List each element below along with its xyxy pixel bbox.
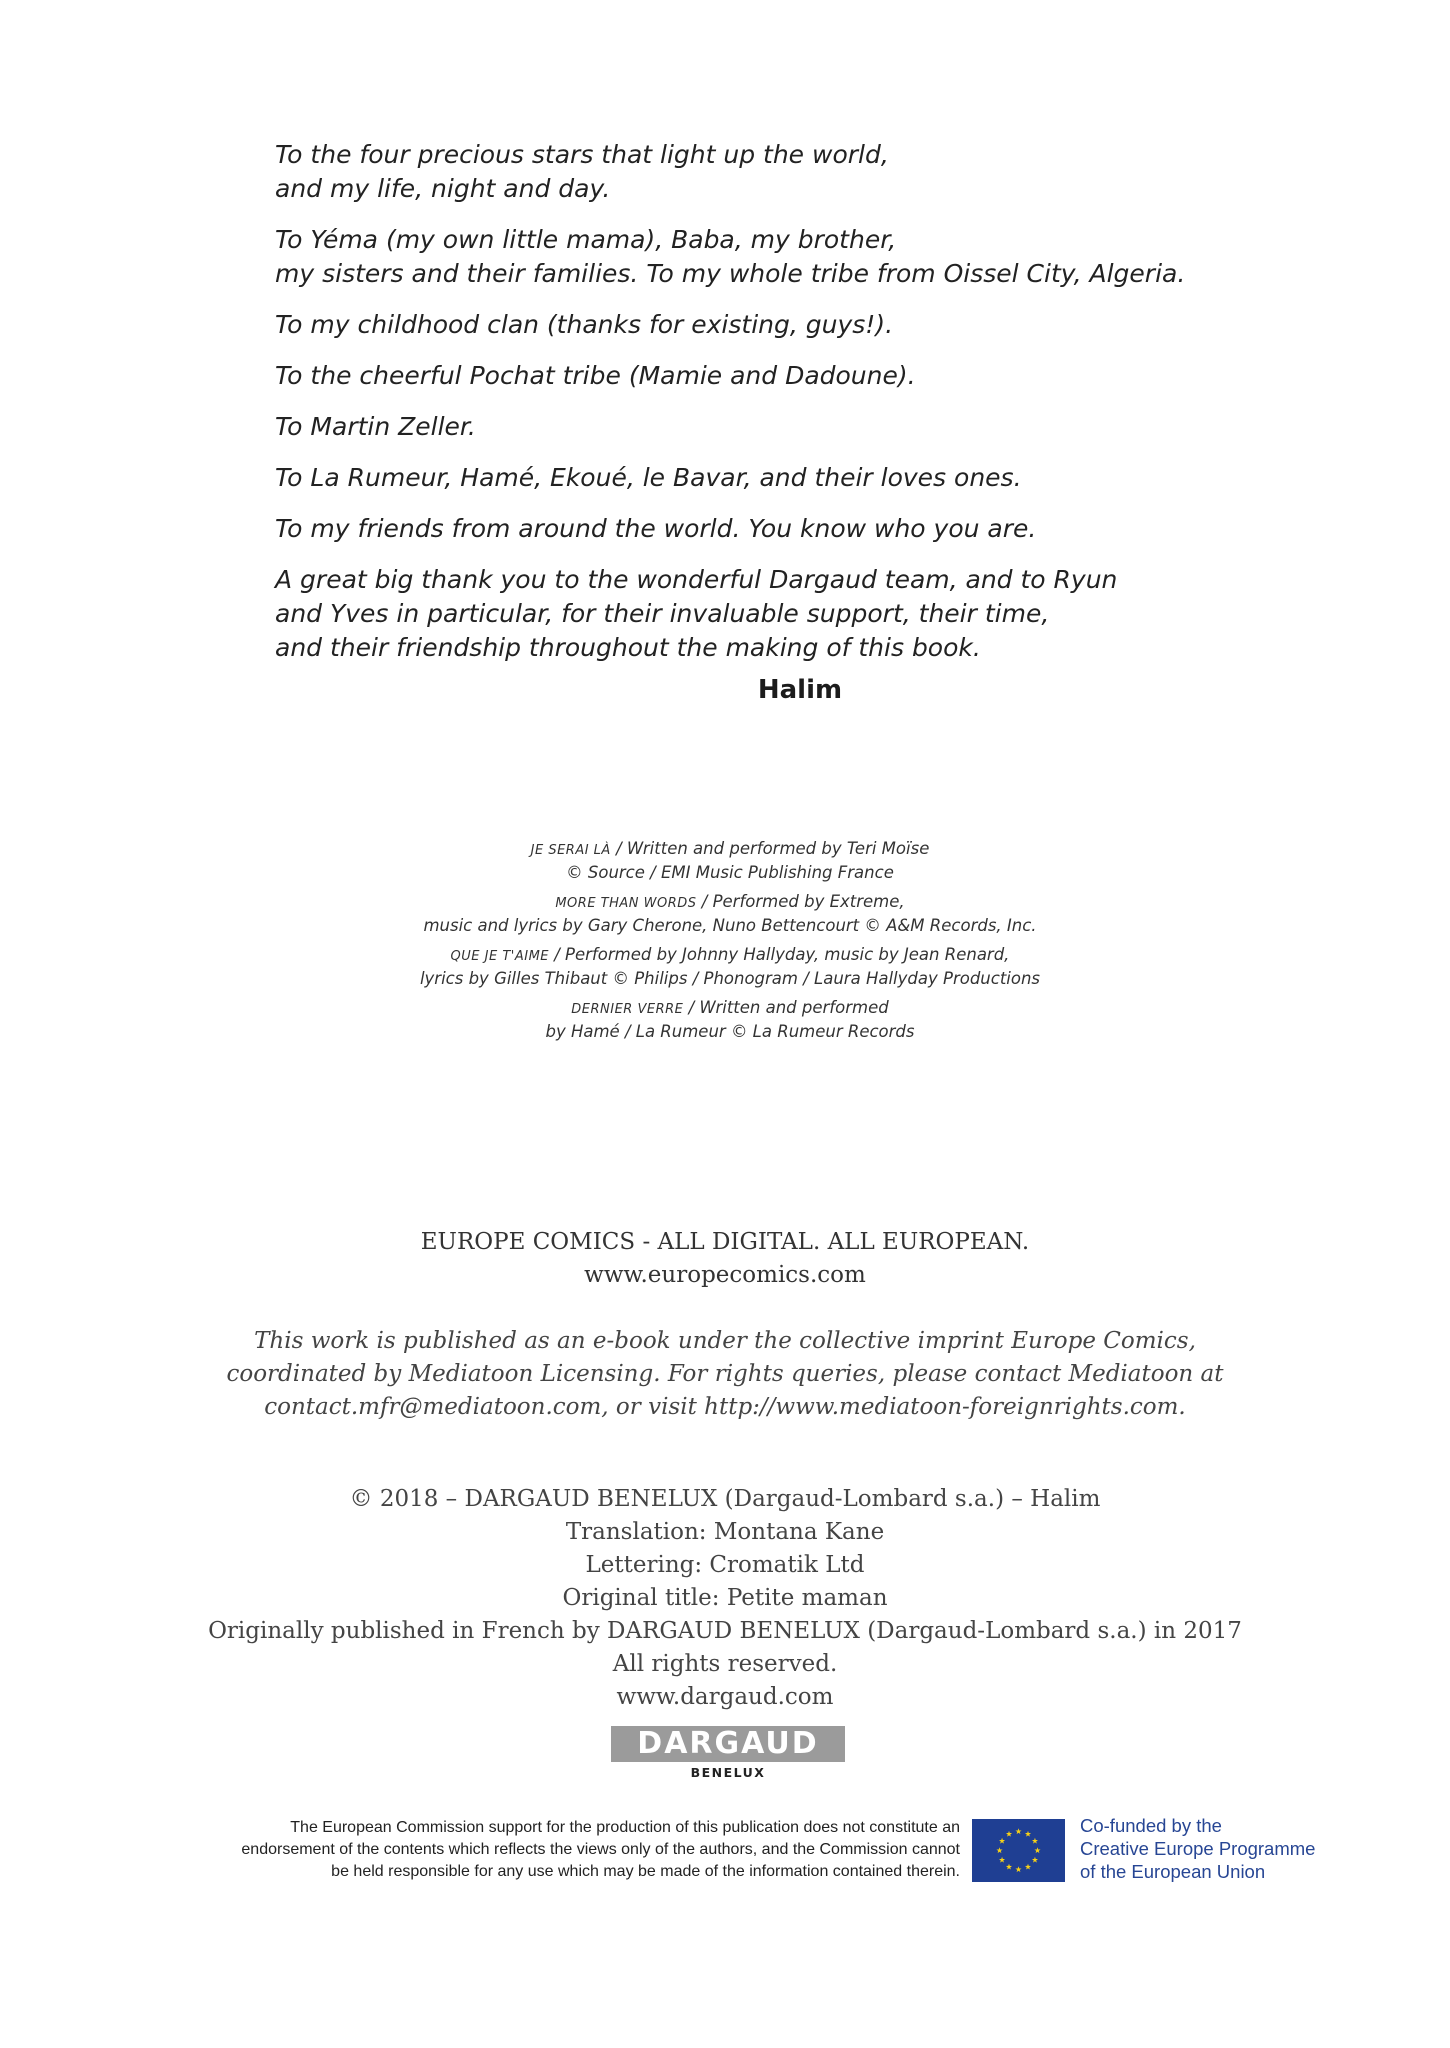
eu-star-icon — [996, 1847, 1002, 1853]
translation-credit: Translation: Montana Kane — [565, 1519, 885, 1545]
eu-star-icon — [1034, 1847, 1040, 1853]
dedication-paragraph: To the cheerful Pochat tribe (Mamie and Dadoune). — [275, 361, 916, 390]
song-title: DERNIER VERRE — [571, 1002, 684, 1017]
europe-comics-tagline: EUROPE COMICS - ALL DIGITAL. ALL EUROPEAN. — [420, 1229, 1030, 1255]
song-credit: DERNIER VERRE / Written and performed by Hamé / La Rumeur © La Rumeur Records — [545, 998, 915, 1041]
publisher-website: www.dargaud.com — [616, 1684, 834, 1710]
eu-flag-stars — [972, 1819, 1065, 1882]
eu-star-icon — [1032, 1838, 1038, 1844]
eu-star-icon — [1006, 1864, 1012, 1870]
dedication-paragraph: To my childhood clan (thanks for existing, guys!). — [275, 310, 894, 339]
rights-block — [0, 1483, 1450, 1714]
song-credit: QUE JE T'AIME / Performed by Johnny Hallyday, music by Jean Renard, lyrics by Gilles Thibaut © Philips / Phonogram / Laura Hallyday Productions — [419, 945, 1041, 988]
song-credits — [325, 838, 1135, 1050]
dedication-paragraph: A great big thank you to the wonderful Dargaud team, and to Ryun and Yves in particular, for their invaluable support, their time, and their friendship throughout the making of this book. — [275, 565, 1118, 662]
europe-comics-website: www.europecomics.com — [584, 1262, 866, 1288]
dargaud-logo-sub: BENELUX — [690, 1765, 766, 1780]
eu-funding-text: Co-funded by the Creative Europe Programme of the European Union — [1080, 1815, 1316, 1882]
song-title: MORE THAN WORDS — [555, 896, 697, 911]
lettering-credit: Lettering: Cromatik Ltd — [585, 1552, 865, 1578]
eu-star-icon — [1025, 1864, 1031, 1870]
dedication-paragraph: To Martin Zeller. — [275, 412, 476, 441]
eu-star-icon — [999, 1857, 1005, 1863]
dedication-paragraph: To my friends from around the world. You know who you are. — [275, 514, 1037, 543]
rights-reserved: All rights reserved. — [612, 1651, 838, 1677]
eu-star-icon — [1025, 1831, 1031, 1837]
dedication-paragraph: To the four precious stars that light up the world, and my life, night and day. — [275, 140, 889, 203]
song-credit: MORE THAN WORDS / Performed by Extreme, music and lyrics by Gary Cherone, Nuno Bettencourt © A&M Records, Inc. — [423, 892, 1037, 935]
dargaud-logo-name: DARGAUD — [611, 1726, 845, 1762]
song-title: JE SERAI LÀ — [530, 843, 611, 858]
dedication-paragraph: To Yéma (my own little mama), Baba, my brother, my sisters and their families. To my whole tribe from Oissel City, Algeria. — [275, 225, 1186, 288]
dedication — [275, 138, 1275, 682]
dedication-paragraph: To La Rumeur, Hamé, Ekoué, le Bavar, and their loves ones. — [275, 463, 1022, 492]
eu-star-icon — [1006, 1831, 1012, 1837]
europe-comics-block — [0, 1226, 1450, 1292]
original-title: Original title: Petite maman — [562, 1585, 888, 1611]
eu-disclaimer: The European Commission support for the production of this publication does not constitute an endorsement of the contents which reflects the views only of the authors, and the Commission cannot be held responsible for any use which may be made of the information contained therein. — [241, 1819, 960, 1880]
eu-star-icon — [1015, 1866, 1021, 1872]
eu-star-icon — [1015, 1828, 1021, 1834]
signature: Halim — [757, 675, 843, 705]
original-publication: Originally published in French by DARGAUD BENELUX (Dargaud-Lombard s.a.) in 2017 — [208, 1618, 1242, 1644]
legal-notice: This work is published as an e-book under the collective imprint Europe Comics, coordinated by Mediatoon Licensing. For rights queries, please contact Mediatoon at contact.mfr@mediatoon.com, or visit http://www.mediatoon-foreignrights.com. — [226, 1328, 1224, 1420]
copyright-line: © 2018 – DARGAUD BENELUX (Dargaud-Lombard s.a.) – Halim — [349, 1486, 1101, 1512]
song-title: QUE JE T'AIME — [450, 949, 549, 964]
song-credit: JE SERAI LÀ / Written and performed by Teri Moïse © Source / EMI Music Publishing France — [530, 839, 930, 882]
eu-star-icon — [999, 1838, 1005, 1844]
eu-star-icon — [1032, 1857, 1038, 1863]
eu-flag-icon — [972, 1819, 1065, 1882]
dargaud-logo — [611, 1726, 845, 1780]
